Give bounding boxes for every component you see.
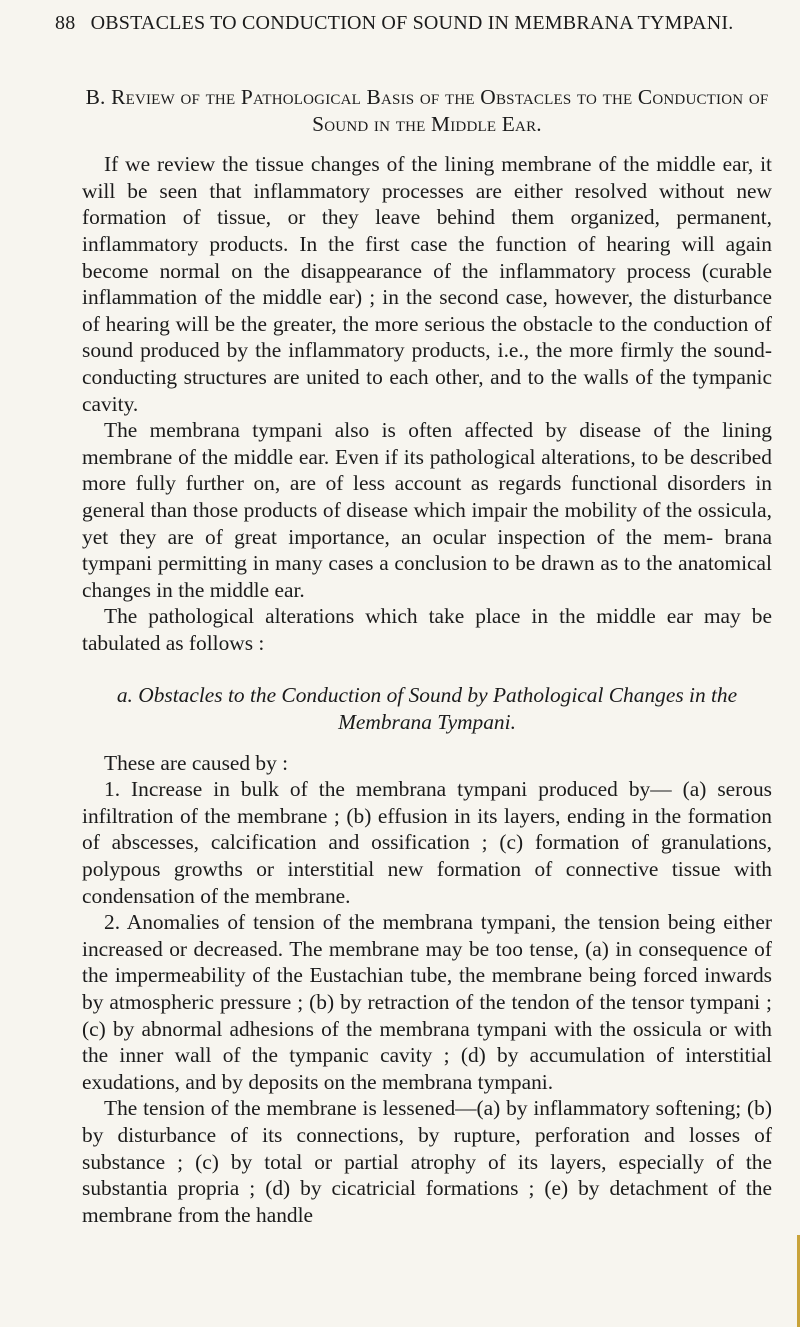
list-item: 1. Increase in bulk of the membrana tympani produced by— (a) serous infiltration of the membrane ; (b) effusion in its layers, ending in the formation of abscesses, calcification and ossification ; (c) formation of granulations, polypous growths or interstitial new formation of connective tissue with condensation of the membrane. [82, 777, 772, 908]
paragraph: These are caused by : [104, 750, 289, 775]
subsection-title: a. Obstacles to the Conduction of Sound by Pathological Changes in the Membrana Tympani. [116, 683, 738, 735]
running-title: OBSTACLES TO CONDUCTION OF SOUND IN MEMBRANA TYMPANI. [90, 12, 734, 34]
paragraph: If we review the tissue changes of the lining membrane of the middle ear, it will be seen that inflammatory processes are either resolved without new formation of tissue, or they leave behind them organized, permanent, inflammatory products. In the first case the function of hearing will again become normal on the disappearance of the inflammatory process (curable inflammation of the middle ear) ; in the second case, however, the disturbance of hearing will be the greater, the more serious the obstacle to the conduction of sound produced by the inflammatory products, i.e., the more firmly the sound-conducting structures are united to each other, and to the walls of the tympanic cavity. [82, 152, 772, 416]
paragraph: The membrana tympani also is often affected by disease of the lining membrane of the middle ear. Even if its pathological alterations, to be described more fully further on, are of less account as regards functional disorders in general than those products of disease which impair the mobility of the ossicula, yet they are of great importance, an ocular inspection of the mem- brana tympani permitting in many cases a conclusion to be drawn as to the anatomical changes in the middle ear. [82, 418, 772, 602]
running-head [55, 12, 775, 35]
body-text [82, 84, 772, 1228]
section-title: B. Review of the Pathological Basis of the Obstacles to the Conduction of Sound in the Middle Ear. [85, 85, 769, 136]
list-item: 2. Anomalies of tension of the membrana tympani, the tension being either increased or decreased. The membrane may be too tense, (a) in consequence of the impermeability of the Eustachian tube, the membrane being forced inwards by atmospheric pressure ; (b) by retraction of the tendon of the tensor tympani ; (c) by abnormal adhesions of the membrana tympani with the ossicula or with the inner wall of the tympanic cavity ; (d) by accumulation of interstitial exudations, and by deposits on the membrana tympani. [82, 910, 772, 1094]
paragraph: The tension of the membrane is lessened—(a) by inflammatory softening; (b) by disturbance of its connections, by rupture, perforation and losses of substance ; (c) by total or partial atrophy of its layers, especially of the substantia propria ; (d) by cicatricial formations ; (e) by detachment of the membrane from the handle [82, 1096, 772, 1227]
page-number: 88 [55, 12, 76, 34]
paragraph: The pathological alterations which take place in the middle ear may be tabulated as follows : [82, 604, 772, 655]
